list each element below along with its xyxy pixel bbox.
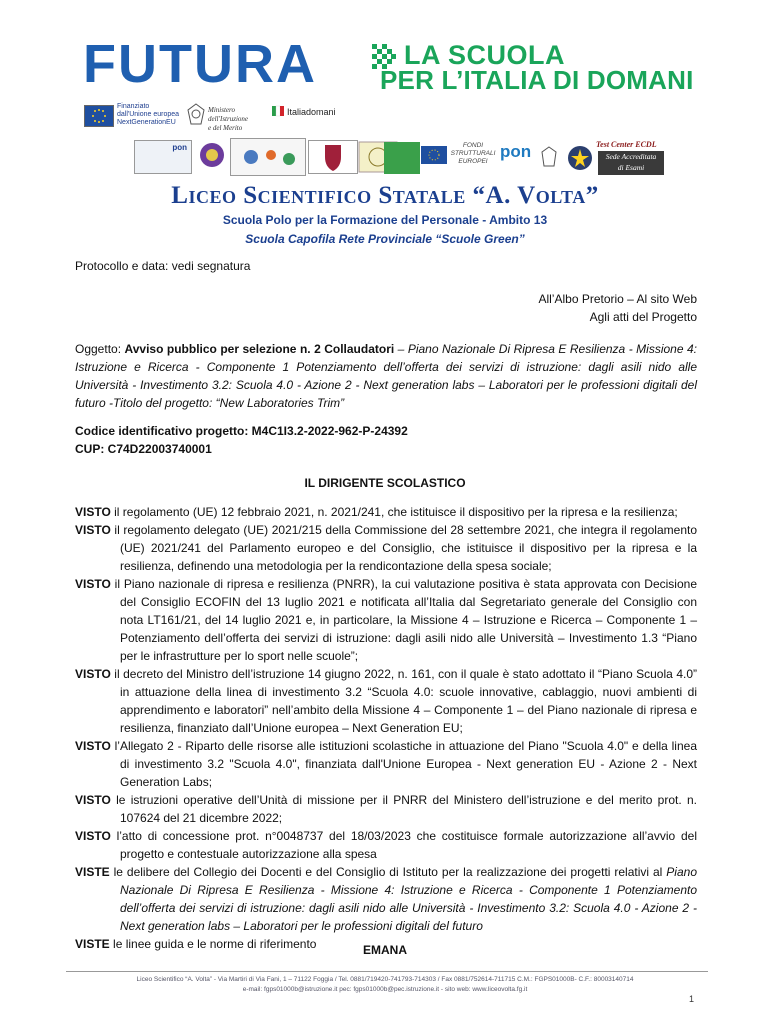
visto-paragraph xyxy=(75,665,697,737)
fondi-line: FONDI xyxy=(462,142,484,149)
ministry-text-line: e del Merito xyxy=(208,124,243,132)
visto-keyword: VISTO xyxy=(75,523,111,537)
project-code: Codice identificativo progetto: M4C1I3.2-2022-962-P-24392 xyxy=(75,424,408,438)
exam-seat-line: di Esami xyxy=(617,163,645,172)
visto-paragraph xyxy=(75,503,697,521)
visto-text: le linee guida e le norme di riferimento xyxy=(109,937,317,951)
subject-title: Avviso pubblico per selezione n. 2 Collaudatori xyxy=(124,342,395,356)
tagline-line-2: PER L’ITALIA DI DOMANI xyxy=(380,65,694,95)
visto-text: il Piano nazionale di ripresa e resilienza (PNRR), la cui valutazione positiva è stata approvata con Decisione del Consiglio ECOFIN del 13 luglio 2021 e notificata all’Italia dal Segretariato generale del Consiglio con nota LT161/21, del 14 luglio 2021 e, in particolare, la Missione 4 – Istruzione e Ricerca – Componente 1 – Potenziamento dell’offerta dei servizi di istruzione: dagli asili nido alle Università – Investimento 1.3 “Piano per le infrastrutture per lo sport nelle scuole”; xyxy=(110,577,697,663)
eu-funding-text xyxy=(117,103,187,127)
visto-keyword: VISTO xyxy=(75,577,111,591)
visto-list xyxy=(75,503,697,953)
visto-paragraph xyxy=(75,521,697,575)
visto-keyword: VISTE xyxy=(75,937,110,951)
school-subtitle-1: Scuola Polo per la Formazione del Personale - Ambito 13 xyxy=(222,213,548,227)
eu-text-line: NextGenerationEU xyxy=(117,119,176,126)
ministry-text-line: Ministero dell'Istruzione xyxy=(208,106,248,123)
pon-2014-logo: pon xyxy=(500,142,532,161)
cup-code: CUP: C74D22003740001 xyxy=(75,442,212,456)
exam-seat-line: Sede Accreditata xyxy=(605,152,657,161)
italia-domani-logo xyxy=(272,104,352,118)
protocol-line: Protocollo e data: vedi segnatura xyxy=(75,259,251,273)
visto-keyword: VISTO xyxy=(75,793,111,807)
addressee-line-1: All’Albo Pretorio – Al sito Web xyxy=(538,292,697,306)
emana-heading: EMANA xyxy=(363,943,407,957)
page-number: 1 xyxy=(689,994,695,1004)
fondi-line: EUROPEI xyxy=(458,158,488,165)
fondi-line: STRUTTURALI xyxy=(450,150,496,157)
ecdl-star-icon xyxy=(566,144,594,172)
visto-paragraph xyxy=(75,863,697,935)
partner-icons xyxy=(231,139,305,175)
crest-icon xyxy=(309,141,357,173)
subject-description: – Piano Nazionale Di Ripresa E Resilienza - Missione 4: Istruzione e Ricerca - Componente 1 Potenziamento dell’offerta dei servizi di istruzione: dagli asili nido alle Università - Investimento 3.2: Scuola 4.0 - Azione 2 - Next generation labs – Laboratori per le professioni digitali del futuro -Titolo del progetto: “New Laboratories Trim” xyxy=(75,342,697,410)
visto-text: le delibere del Collegio dei Docenti e del Consiglio di Istituto per la realizzazione dei progetti relativi al xyxy=(109,865,667,879)
ministry-text xyxy=(208,106,268,133)
eu-text-line: Finanziato xyxy=(117,103,150,110)
addressee-line-2: Agli atti del Progetto xyxy=(589,310,697,324)
visto-text: il regolamento delegato (UE) 2021/215 della Commissione del 28 settembre 2021, che integra il regolamento (UE) 2021/241 del Parlamento europeo e del Consiglio, che istituisce il dispositivo per la ripresa e la resilienza, definendo una metodologia per la rendicontazione della spesa sociale; xyxy=(110,523,697,573)
italia-domani-text: Italiadomani xyxy=(287,107,336,117)
school-title: Liceo Scientifico Statale “A. Volta” xyxy=(171,182,599,209)
subject-paragraph xyxy=(75,340,697,412)
visto-keyword: VISTE xyxy=(75,865,110,879)
visto-text: il decreto del Ministro dell’istruzione 14 giugno 2022, n. 161, con il quale è stato adottato il “Piano Scuola 4.0” in attuazione della linea di investimento 3.2 “Scuola 4.0: scuole innovative, cablaggio, nuovi ambienti di apprendimento e laboratori” nell’ambito della Missione 4 – Componente 1 – del Piano nazionale di ripresa e resilienza, finanziato dall’Unione europea – Next Generation EU; xyxy=(110,667,697,735)
visto-text: le istruzioni operative dell’Unità di missione per il PNRR del Ministero dell’istruzione e del merito prot. n. 107624 del 21 dicembre 2022; xyxy=(110,793,697,825)
visto-paragraph xyxy=(75,827,697,863)
futura-logo xyxy=(83,38,368,88)
italian-emblem-icon xyxy=(186,103,206,127)
mandala-logo xyxy=(198,141,226,169)
visto-keyword: VISTO xyxy=(75,829,111,843)
university-crest-logo xyxy=(308,140,358,174)
exam-seat-badge xyxy=(598,151,664,175)
tagline-line-1: LA SCUOLA xyxy=(404,40,565,70)
visto-text: il regolamento (UE) 12 febbraio 2021, n. 2021/241, che istituisce il dispositivo per la ripresa e la resilienza; xyxy=(110,505,678,519)
visto-italic-text: Piano Nazionale Di Ripresa E Resilienza - Missione 4: Istruzione e Ricerca - Componente 1 Potenziamento dell’offerta dei servizi di istruzione: dagli asili nido alle Università - Investimento 3.2: Scuola 4.0 - Azione 2 - Next generation labs – Laboratori per le professioni digitali del futuro xyxy=(120,865,697,933)
partner-logos-cluster xyxy=(230,138,306,176)
ecdl-label: Test Center ECDL xyxy=(596,140,657,149)
footer-contacts: e-mail: fgps01000b@istruzione.it pec: fgps01000b@pec.istruzione.it - sito web: www.liceovolta.fg.it xyxy=(242,986,528,993)
subject-label: Oggetto: xyxy=(75,342,125,356)
section-heading: IL DIRIGENTE SCOLASTICO xyxy=(304,476,466,490)
footer-address: Liceo Scientifico “A. Volta” - Via Martiri di Via Fani, 1 – 71122 Foggia / Tel. 0881/719420-741793-714303 / Fax 0881/752614-711715 C.M.: FGPS01000B- C.F.: 80003140714 xyxy=(136,976,634,983)
visto-paragraph xyxy=(75,791,697,827)
green-logo xyxy=(384,142,420,174)
visto-paragraph xyxy=(75,737,697,791)
visto-text: l’Allegato 2 - Riparto delle risorse alle istituzioni scolastiche in attuazione del Piano "Scuola 4.0" e della linea di investimento 3.2 "Scuola 4.0", finanziata dall'Unione Europea - Next generation EU - Azione 2 - Next Generation Labs; xyxy=(110,739,697,789)
visto-paragraph xyxy=(75,575,697,665)
visto-keyword: VISTO xyxy=(75,739,111,753)
visto-text: l’atto di concessione prot. n°0048737 del 18/03/2023 che costituisce formale autorizzazione all’avvio del progetto e contestuale autorizzazione alla spesa xyxy=(110,829,697,861)
visto-keyword: VISTO xyxy=(75,505,111,519)
futura-logo-text: FUTURA xyxy=(83,38,317,88)
eu-flag-icon xyxy=(84,105,114,127)
visto-keyword: VISTO xyxy=(75,667,111,681)
pon-label: pon xyxy=(172,143,187,152)
footer-divider xyxy=(66,971,708,972)
school-subtitle-2: Scuola Capofila Rete Provinciale “Scuole Green” xyxy=(245,232,525,246)
eu-flag-small-icon xyxy=(421,146,447,164)
republic-emblem-icon xyxy=(541,146,557,168)
pon-logo xyxy=(134,140,192,174)
fondi-strutturali-label xyxy=(448,142,498,166)
eu-text-line: dall'Unione europea xyxy=(117,111,180,118)
